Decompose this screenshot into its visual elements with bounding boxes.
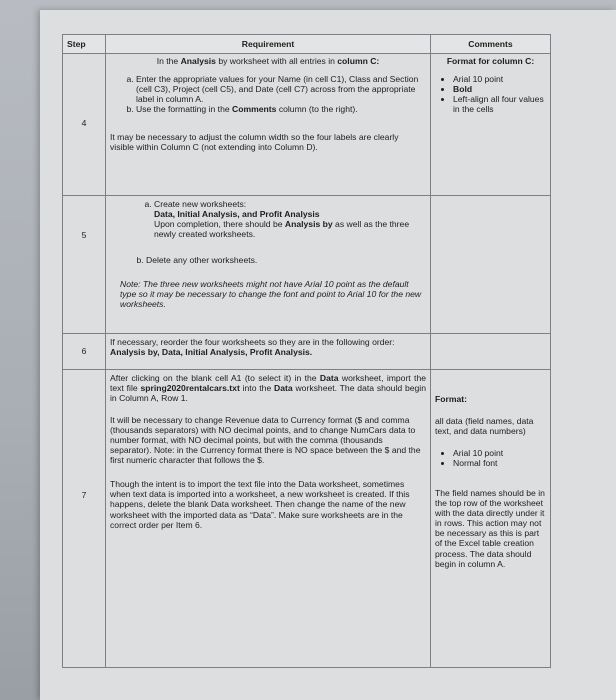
table-row (63, 54, 551, 196)
table-row (63, 370, 551, 668)
step-cell (63, 334, 106, 370)
comments-cell (431, 54, 551, 196)
requirement-list (106, 199, 410, 239)
list-item: a. Create new worksheets: Data, Initial Analysis, and Profit Analysis Upon completion, there should be Analysis by as well as the three newly created worksheets. (154, 199, 410, 239)
step-number: 7 (81, 490, 87, 500)
comment-text: all data (field names, data text, and data numbers) (435, 416, 534, 437)
header-step: Step (63, 35, 106, 54)
requirement-cell (106, 54, 431, 196)
list-item: • Left-align all four values in the cells (453, 94, 550, 114)
requirement-note: Note: The three new worksheets might not have Arial 10 point as the default type so it may be necessary to change the font and point to Arial 10 for the new worksheets. (120, 279, 422, 310)
requirement-cell (106, 196, 431, 334)
requirement-text: Though the intent is to import the text file into the Data worksheet, sometimes when text data is imported into a worksheet, a new worksheet is created. If this happens, delete the blank Data worksheet. Then change the name of the new worksheet with the imported data as “Data”. Make sure worksheets are in the correct order per Item 6. (110, 479, 410, 530)
comment-title: Format for column C: (446, 56, 535, 66)
requirement-list (106, 74, 424, 114)
comments-cell (431, 370, 551, 668)
requirement-text: After clicking on the blank cell A1 (to select it) in the Data worksheet, import the text file spring2020rentalcars.txt into the Data worksheet. The data should begin in Column A, Row 1. (110, 373, 427, 404)
comment-list (431, 448, 550, 468)
comment-text: The field names should be in the top row of the worksheet with the data directly under it in rows. This action may not be necessary as this is part of the Excel table creation process. The data should begin in column A. (435, 488, 545, 569)
step-number: 5 (81, 230, 87, 240)
comments-cell (431, 196, 551, 334)
step-cell (63, 370, 106, 668)
step-number: 6 (81, 346, 87, 357)
table-row (63, 196, 551, 334)
comment-title: Format: (435, 394, 467, 404)
header-requirement: Requirement (106, 35, 431, 54)
step-cell (63, 54, 106, 196)
list-item: a. Enter the appropriate values for your Name (in cell C1), Class and Section (cell C3), Project (cell C5), and Date (cell C7) across from the appropriate label in column A. (136, 74, 424, 104)
list-item: • Normal font (453, 458, 550, 468)
requirement-intro: In the Analysis by worksheet with all entries in column C: (156, 56, 380, 66)
list-item: b. Use the formatting in the Comments column (to the right). (136, 104, 424, 114)
table-row (63, 334, 551, 370)
list-item: • Arial 10 point (453, 448, 550, 458)
requirement-text: It will be necessary to change Revenue data to Currency format ($ and comma (thousands separators) with NO decimal points, and to change NumCars data to number format, with NO decimal points, but with the comma (thousands separator). Note: in the Currency format there is NO space between the $ and the first numeric character that follows the $. (110, 415, 421, 466)
requirement-cell (106, 334, 431, 370)
requirement-cell (106, 370, 431, 668)
comments-cell (431, 334, 551, 370)
step-cell (63, 196, 106, 334)
requirement-note: It may be necessary to adjust the column width so the four labels are clearly visible within Column C (not extending into Column D). (110, 132, 399, 153)
list-item: • Bold (453, 84, 550, 94)
list-item: b. Delete any other worksheets. (146, 255, 430, 265)
comment-list (431, 74, 550, 114)
step-number: 4 (81, 118, 87, 128)
header-comments: Comments (431, 35, 551, 54)
requirement-list (106, 255, 430, 265)
list-item: • Arial 10 point (453, 74, 550, 84)
requirement-text: If necessary, reorder the four worksheets so they are in the following order: Analysis by, Data, Initial Analysis, Profit Analysis. (110, 337, 395, 358)
requirements-table (62, 34, 551, 668)
table-header-row (63, 35, 551, 54)
